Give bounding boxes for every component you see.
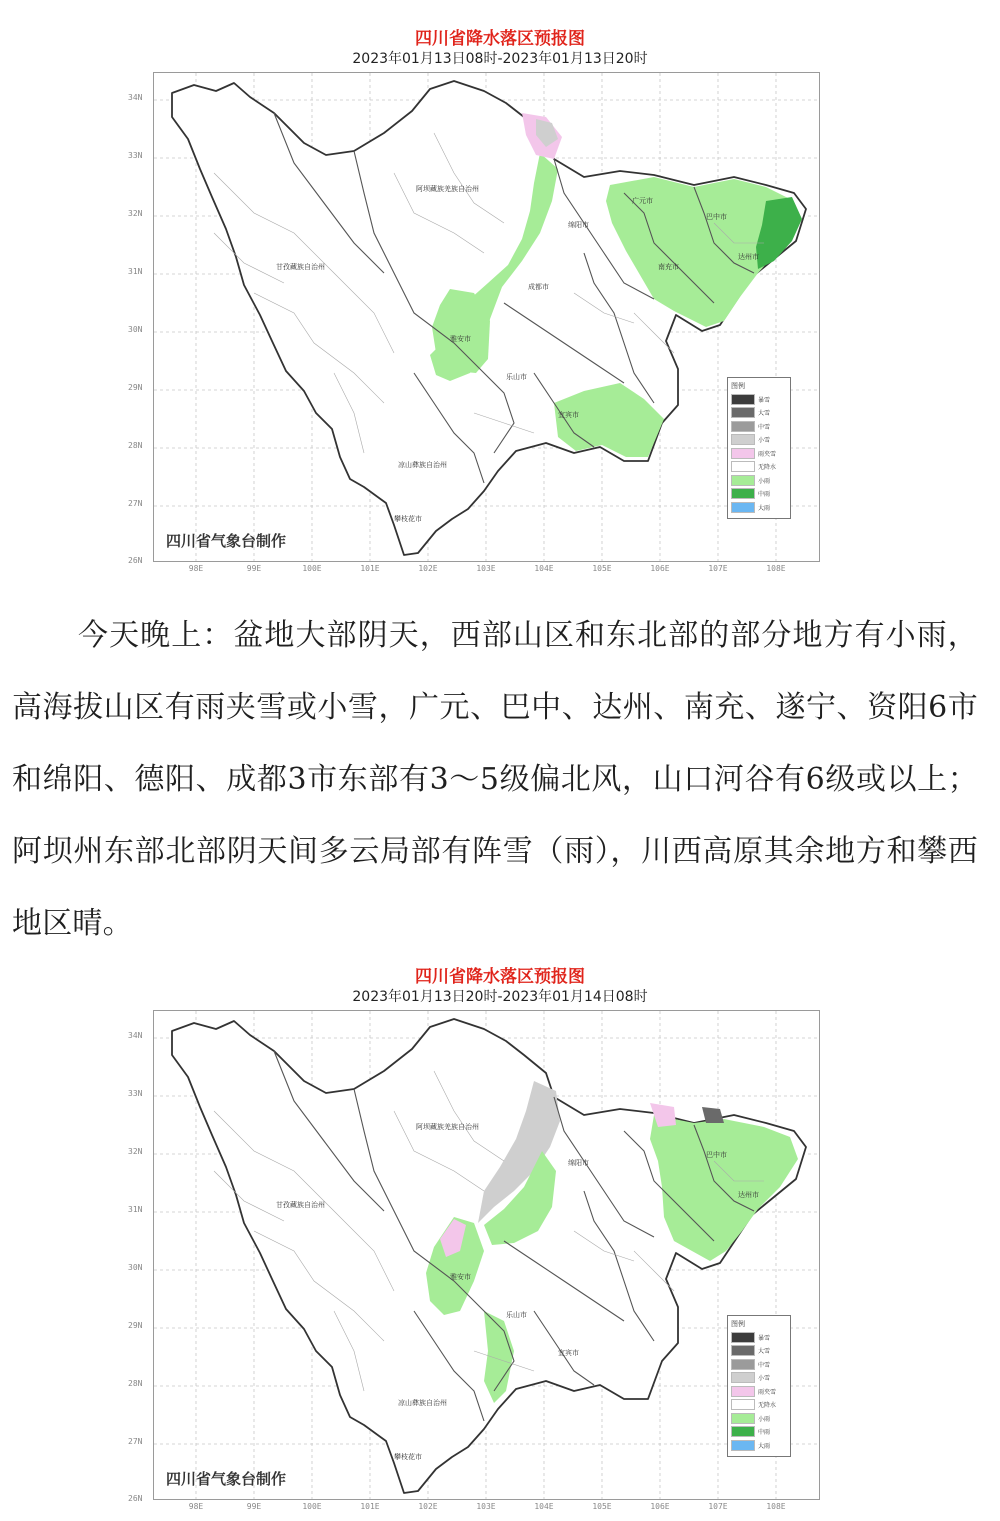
city-label: 凉山彝族自治州 [398,461,447,469]
legend-swatch [731,1413,755,1424]
lon-label: 107E [708,1502,728,1511]
lat-label: 33N [128,151,143,160]
lat-label: 27N [128,1437,143,1446]
legend-item [731,1385,787,1399]
legend-item [731,487,787,501]
lat-label: 30N [128,325,143,334]
city-label: 广元市 [632,197,653,205]
lon-label: 100E [302,564,322,573]
lon-label: 108E [766,1502,786,1511]
lat-label: 31N [128,1205,143,1214]
legend-swatch [731,502,755,513]
legend-label: 大雪 [758,410,771,418]
legend-label: 无降水 [758,1402,777,1410]
legend-item [731,1344,787,1358]
city-label: 阿坝藏族羌族自治州 [416,1123,479,1131]
legend-label: 小雪 [758,437,771,445]
lat-label: 34N [128,1031,143,1040]
lat-label: 33N [128,1089,143,1098]
map-subtitle: 2023年01月13日20时-2023年01月14日08时 [352,989,648,1005]
legend-label: 中雨 [758,1429,771,1437]
legend-item [731,406,787,420]
legend-item [731,447,787,461]
legend-label: 暴雪 [758,396,771,404]
lon-label: 101E [360,1502,380,1511]
lon-label: 106E [650,564,670,573]
city-label: 绵阳市 [568,221,589,229]
legend-swatch [731,1345,755,1356]
legend-label: 小雪 [758,1375,771,1383]
legend-swatch [731,461,755,472]
legend-label: 中雪 [758,423,771,431]
legend-swatch [731,1440,755,1451]
lat-label: 29N [128,1321,143,1330]
map-canvas [154,1011,819,1499]
lat-label: 32N [128,1147,143,1156]
city-label: 达州市 [738,253,759,261]
city-label: 巴中市 [706,1151,727,1159]
legend-swatch [731,434,755,445]
legend-item [731,1439,787,1453]
lon-label: 98E [188,1502,204,1511]
city-label: 乐山市 [506,373,527,381]
lat-label: 34N [128,93,143,102]
map-frame [153,1010,820,1500]
city-label: 凉山彝族自治州 [398,1399,447,1407]
city-label: 达州市 [738,1191,759,1199]
legend [727,1315,791,1458]
city-label: 宜宾市 [558,1349,579,1357]
legend-swatch [731,1386,755,1397]
map-canvas [154,73,819,561]
legend-swatch [731,1332,755,1343]
lat-label: 28N [128,441,143,450]
map-title: 四川省降水落区预报图 [415,967,585,987]
city-label: 宜宾市 [558,411,579,419]
legend-label: 雨夹雪 [758,450,777,458]
city-label: 甘孜藏族自治州 [276,1201,325,1209]
legend-item [731,1425,787,1439]
city-label: 绵阳市 [568,1159,589,1167]
lat-label: 30N [128,1263,143,1272]
map-credit: 四川省气象台制作 [166,1470,287,1488]
legend-swatch [731,394,755,405]
lon-label: 103E [476,1502,496,1511]
legend-swatch [731,448,755,459]
legend-item [731,460,787,474]
lon-label: 99E [246,564,262,573]
legend-swatch [731,488,755,499]
lon-label: 100E [302,1502,322,1511]
legend-swatch [731,1399,755,1410]
forecast-text: 今天晚上：盆地大部阴天，西部山区和东北部的部分地方有小雨，高海拔山区有雨夹雪或小雪，广元、巴中、达州、南充、遂宁、资阳6市和绵阳、德阳、成都3市东部有3～5级偏北风，山口河谷有6级或以上；阿坝州东部北部阴天间多云局部有阵雪（雨），川西高原其余地方和攀西地区晴。 [12,618,978,941]
legend [727,377,791,520]
map-credit: 四川省气象台制作 [166,532,287,550]
legend-item [731,1398,787,1412]
legend-label: 雨夹雪 [758,1388,777,1396]
lat-label: 28N [128,1379,143,1388]
legend-item [731,1412,787,1426]
lon-label: 104E [534,1502,554,1511]
legend-item [731,420,787,434]
lat-label: 26N [128,1494,143,1503]
legend-label: 暴雪 [758,1334,771,1342]
lon-label: 102E [418,1502,438,1511]
legend-label: 大雨 [758,504,771,512]
city-label: 乐山市 [506,1311,527,1319]
legend-swatch [731,1359,755,1370]
legend-title: 图例 [731,1319,745,1328]
lat-label: 26N [128,556,143,565]
legend-item [731,1358,787,1372]
lon-label: 107E [708,564,728,573]
legend-swatch [731,1372,755,1383]
city-label: 巴中市 [706,213,727,221]
legend-label: 无降水 [758,464,777,472]
city-label: 雅安市 [450,335,471,343]
legend-label: 大雪 [758,1348,771,1356]
legend-item [731,393,787,407]
legend-label: 中雨 [758,491,771,499]
legend-item [731,433,787,447]
city-label: 攀枝花市 [394,1453,422,1461]
lon-label: 108E [766,564,786,573]
lon-label: 105E [592,564,612,573]
city-label: 阿坝藏族羌族自治州 [416,185,479,193]
lat-label: 31N [128,267,143,276]
legend-item [731,1371,787,1385]
lon-label: 98E [188,564,204,573]
lat-label: 32N [128,209,143,218]
map-title: 四川省降水落区预报图 [415,29,585,49]
legend-label: 小雨 [758,1415,771,1423]
legend-label: 小雨 [758,477,771,485]
lon-label: 101E [360,564,380,573]
lat-label: 29N [128,383,143,392]
legend-title: 图例 [731,381,745,390]
legend-label: 中雪 [758,1361,771,1369]
lon-label: 103E [476,564,496,573]
legend-item [731,501,787,515]
legend-swatch [731,475,755,486]
legend-swatch [731,407,755,418]
city-label: 成都市 [528,283,549,291]
map-subtitle: 2023年01月13日08时-2023年01月13日20时 [352,51,648,67]
city-label: 攀枝花市 [394,515,422,523]
lon-label: 102E [418,564,438,573]
map-frame [153,72,820,562]
lon-label: 99E [246,1502,262,1511]
legend-swatch [731,421,755,432]
legend-item [731,474,787,488]
legend-label: 大雨 [758,1442,771,1450]
legend-item [731,1331,787,1345]
city-label: 甘孜藏族自治州 [276,263,325,271]
lon-label: 105E [592,1502,612,1511]
lon-label: 106E [650,1502,670,1511]
legend-swatch [731,1426,755,1437]
city-label: 雅安市 [450,1273,471,1281]
lon-label: 104E [534,564,554,573]
lat-label: 27N [128,499,143,508]
city-label: 南充市 [658,263,679,271]
